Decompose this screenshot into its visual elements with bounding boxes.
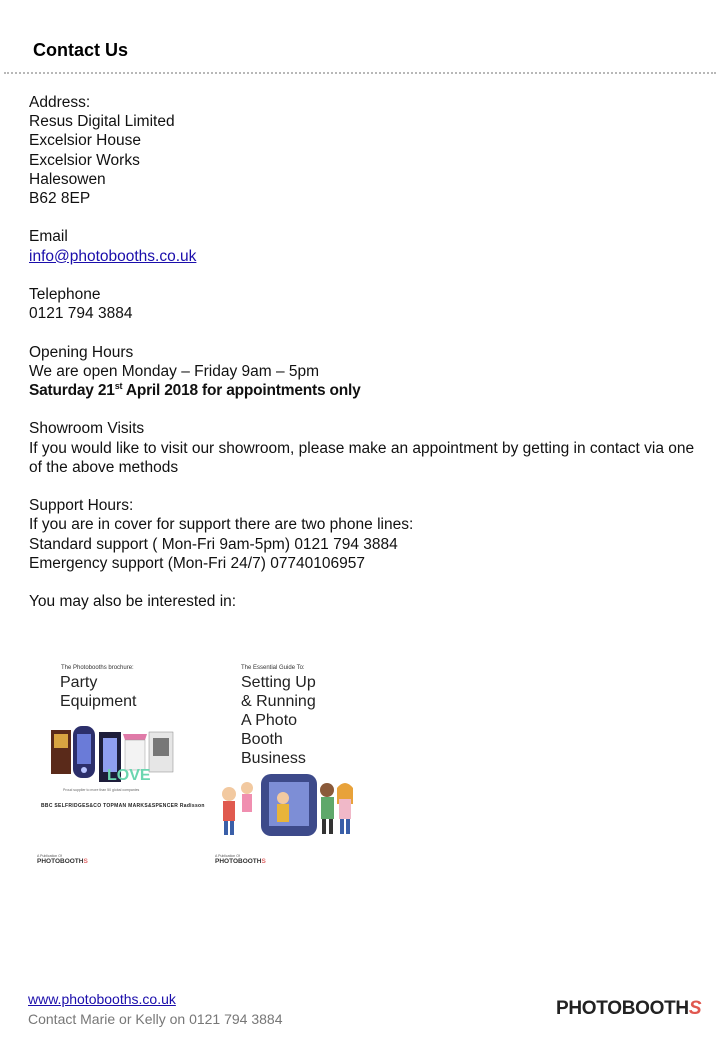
brochure-title: [60, 673, 137, 711]
spacer: [29, 573, 699, 592]
page-title: Contact Us: [33, 40, 129, 60]
brochure-title-line: Setting Up: [241, 674, 316, 691]
address-line-town: Halesowen: [29, 170, 106, 188]
spacer: [29, 400, 699, 419]
support-intro: If you are in cover for support there are two phone lines:: [29, 516, 414, 534]
email-label: Email: [29, 228, 68, 246]
saturday-date-ordinal: st: [114, 381, 123, 391]
opening-hours-label: Opening Hours: [29, 343, 134, 361]
brochure-logo-main: PHOTOBOOTH: [37, 858, 84, 865]
footer-website-link[interactable]: www.photobooths.co.uk: [28, 991, 176, 1007]
address-line-company: Resus Digital Limited: [29, 113, 175, 131]
brochure-kicker: The Photobooths brochure:: [61, 665, 134, 671]
brochure-brands: BBC SELFRIDGES&CO TOPMAN MARKS&SPENCER Radisson: [41, 803, 205, 809]
opening-hours-weekdays: We are open Monday – Friday 9am – 5pm: [29, 362, 320, 380]
brochure-title-line: Party: [60, 674, 98, 691]
footer-logo-s: S: [688, 998, 702, 1019]
brochure-title: [241, 673, 316, 768]
contact-details: [29, 93, 699, 611]
brochure-photo-booth-guide[interactable]: [213, 660, 383, 872]
support-emergency: Emergency support (Mon-Fri 24/7) 07740106957: [29, 554, 366, 572]
brochure-logo: [37, 858, 88, 865]
email-link[interactable]: info@photobooths.co.uk: [29, 247, 197, 265]
brochure-title-line: Booth: [241, 731, 283, 748]
address-line-postcode: B62 8EP: [29, 190, 91, 208]
spacer: [29, 266, 699, 285]
brochure-party-equipment[interactable]: [35, 660, 205, 872]
brochure-title-line: Business: [241, 750, 306, 767]
brochure-logo-s: S: [261, 858, 266, 865]
spacer: [29, 208, 699, 227]
svg-text:LOVE: LOVE: [107, 767, 151, 784]
brochure-title-line: & Running: [241, 693, 316, 710]
photobooth-equipment-illustration: [49, 724, 179, 788]
support-label: Support Hours:: [29, 497, 134, 515]
saturday-date-prefix: Saturday 21: [29, 382, 115, 399]
brochure-publication-label: A Publication Of: [215, 854, 240, 858]
support-standard: Standard support ( Mon-Fri 9am-5pm) 0121 794 3884: [29, 535, 398, 553]
address-line-works: Excelsior Works: [29, 151, 140, 169]
interest-label: You may also be interested in:: [29, 593, 237, 611]
address-label: Address:: [29, 94, 91, 111]
saturday-date-rest: April 2018 for appointments only: [122, 382, 361, 399]
address-line-building: Excelsior House: [29, 132, 141, 150]
people-with-booth-illustration: [219, 770, 359, 842]
brochure-title-line: A Photo: [241, 712, 298, 729]
spacer: [29, 323, 699, 342]
brochure-publication-label: A Publication Of: [37, 854, 62, 858]
dotted-divider: [4, 72, 716, 74]
brochure-strapline: Proud supplier to more than 50 global companies: [63, 788, 140, 792]
photobooths-logo: [556, 998, 701, 1020]
telephone-label: Telephone: [29, 286, 101, 303]
telephone-number: 0121 794 3884: [29, 305, 133, 323]
showroom-label: Showroom Visits: [29, 420, 145, 438]
brochure-kicker: The Essential Guide To:: [241, 665, 305, 671]
opening-hours-saturday: [29, 381, 699, 400]
footer-contact-text: Contact Marie or Kelly on 0121 794 3884: [28, 1011, 283, 1027]
spacer: [29, 477, 699, 496]
brochure-logo-main: PHOTOBOOTH: [215, 858, 262, 865]
footer-logo-main: PHOTOBOOTH: [556, 998, 689, 1019]
showroom-text: If you would like to visit our showroom, please make an appointment by getting in contact via one of the above methods: [29, 439, 695, 476]
brochure-logo-s: S: [83, 858, 88, 865]
brochure-logo: [215, 858, 266, 865]
brochure-title-line: Equipment: [60, 693, 137, 710]
